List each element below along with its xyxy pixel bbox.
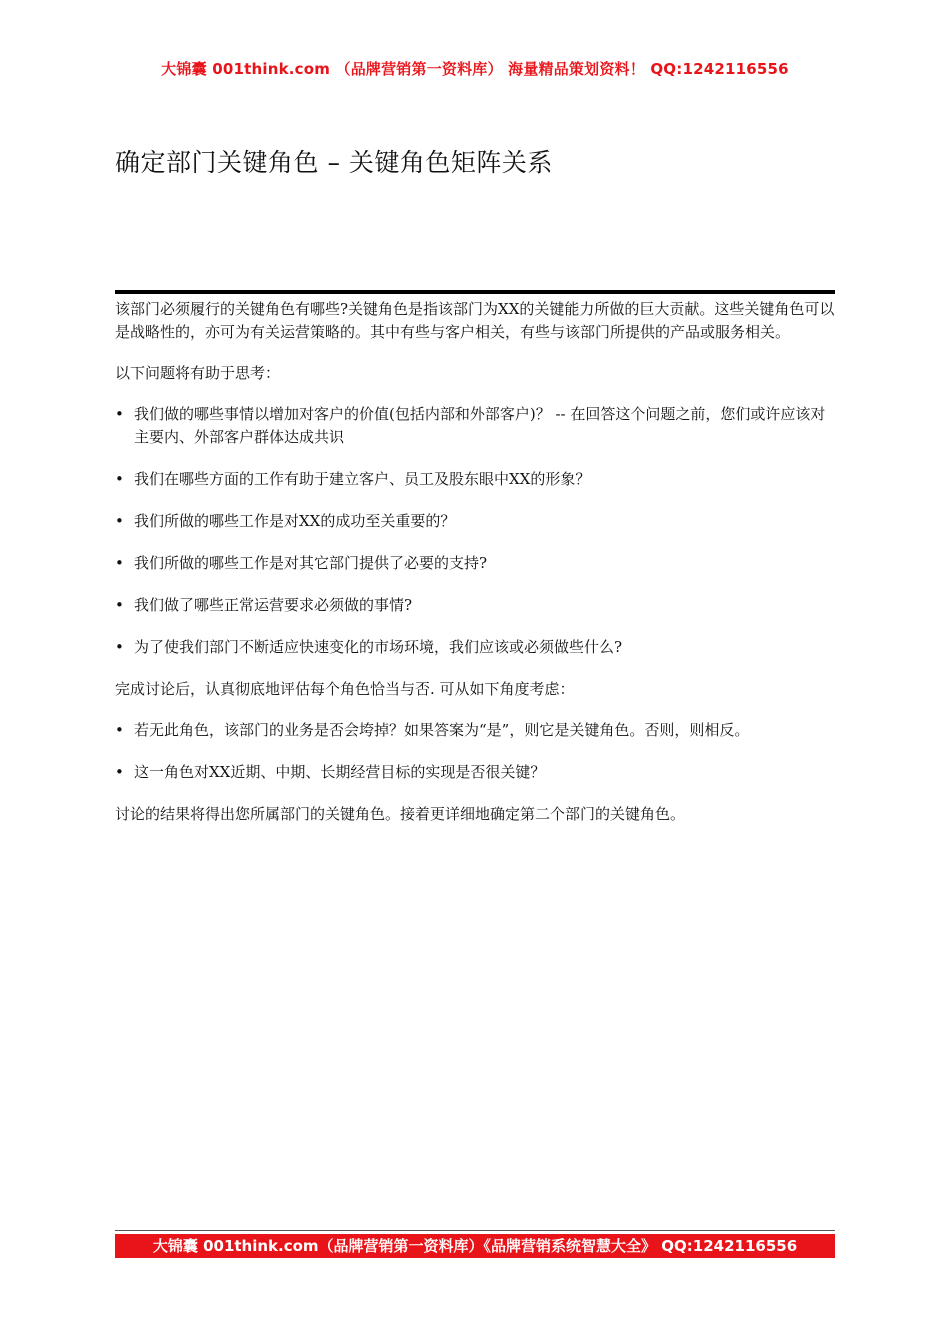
list-item: • 我们做的哪些事情以增加对客户的价值(包括内部和外部客户)？ -- 在回答这个问题之前，您们或许应该对主要内、外部客户群体达成共识 bbox=[115, 403, 835, 449]
questions-list bbox=[115, 403, 835, 659]
list-item: • 这一角色对XX近期、中期、长期经营目标的实现是否很关键？ bbox=[115, 761, 835, 784]
list-item: • 我们做了哪些正常运营要求必须做的事情? bbox=[115, 594, 835, 617]
document-body bbox=[115, 298, 835, 826]
title-divider bbox=[115, 290, 835, 294]
criteria-list bbox=[115, 719, 835, 784]
questions-prompt: 以下问题将有助于思考： bbox=[115, 364, 281, 382]
header-banner: 大锦囊 001think.com （品牌营销第一资料库） 海量精品策划资料！ QQ:1242116556 bbox=[161, 60, 789, 78]
list-item: • 我们所做的哪些工作是对XX的成功至关重要的？ bbox=[115, 510, 835, 533]
list-item: • 若无此角色，该部门的业务是否会垮掉？如果答案为“是”，则它是关键角色。否则，则相反。 bbox=[115, 719, 835, 742]
list-item: • 我们在哪些方面的工作有助于建立客户、员工及股东眼中XX的形象？ bbox=[115, 468, 835, 491]
page-title: 确定部门关键角色 – 关键角色矩阵关系 bbox=[115, 148, 553, 177]
list-item: • 为了使我们部门不断适应快速变化的市场环境，我们应该或必须做些什么? bbox=[115, 636, 835, 659]
evaluation-intro: 完成讨论后，认真彻底地评估每个角色恰当与否. 可从如下角度考虑： bbox=[115, 680, 575, 698]
conclusion-paragraph: 讨论的结果将得出您所属部门的关键角色。接着更详细地确定第二个部门的关键角色。 bbox=[115, 805, 686, 823]
list-item: • 我们所做的哪些工作是对其它部门提供了必要的支持? bbox=[115, 552, 835, 575]
footer-banner: 大锦囊 001think.com（品牌营销第一资料库）《品牌营销系统智慧大全》 QQ:1242116556 bbox=[115, 1234, 835, 1258]
intro-paragraph: 该部门必须履行的关键角色有哪些?关键角色是指该部门为XX的关键能力所做的巨大贡献。这些关键角色可以是战略性的，亦可为有关运营策略的。其中有些与客户相关，有些与该部门所提供的产品或服务相关。 bbox=[115, 300, 835, 341]
footer-divider bbox=[115, 1230, 835, 1231]
